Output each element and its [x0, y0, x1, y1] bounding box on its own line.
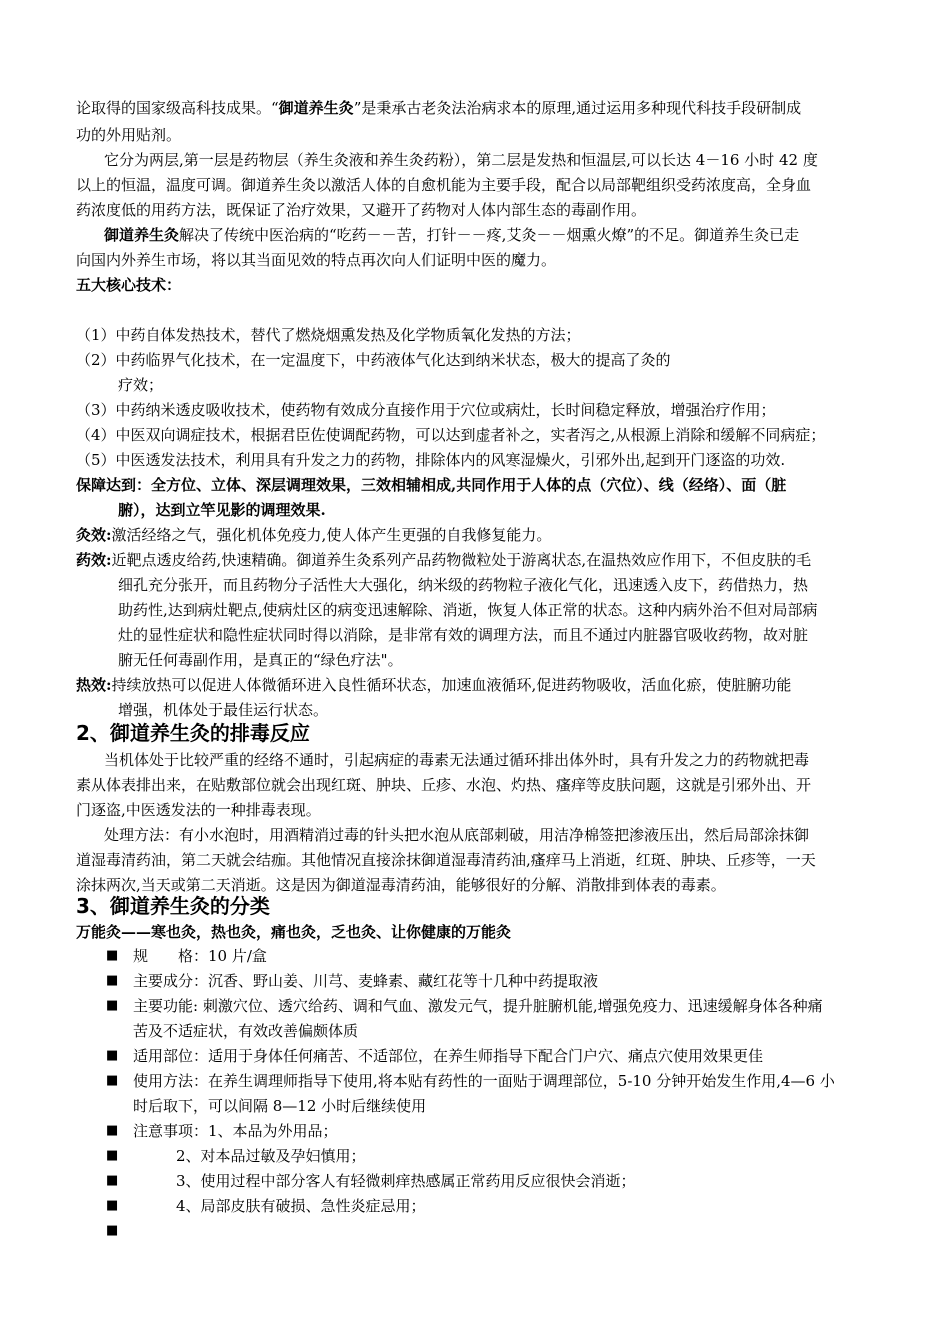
yao-effect-line2: 细孔充分张开，而且药物分子活性大大强化，纳米级的药物粒子液化气化，迅速透入皮下，药借热力，热: [118, 576, 809, 594]
para2-line2: 以上的恒温，温度可调。御道养生灸以激活人体的自愈机能为主要手段，配合以局部靶组织受药浓度高，全身血: [76, 176, 812, 194]
square-bullet-icon: ■: [106, 1223, 119, 1238]
square-bullet-icon: ■: [106, 1073, 119, 1088]
sec2-p2-line2: 道湿毒清药油，第二天就会结痂。其他情况直接涂抹御道湿毒清药油,瘙痒马上消逝，红斑、肿块、丘疹等，一天: [76, 851, 816, 869]
sec2-p1-line2: 素从体表排出来，在贴敷部位就会出现红斑、肿块、丘疹、水泡、灼热、瘙痒等皮肤问题，这就是引邪外出、开: [76, 776, 812, 794]
brand-name-bold: 御道养生灸: [104, 226, 180, 244]
core-item-2: （2）中药临界气化技术，在一定温度下，中药液体气化达到纳米状态，极大的提高了灸的: [76, 351, 671, 369]
notes-item-4: 4、局部皮肤有破损、急性炎症忌用；: [176, 1197, 426, 1215]
square-bullet-icon: ■: [106, 1048, 119, 1063]
core-item-3: （3）中药纳米透皮吸收技术，使药物有效成分直接作用于穴位或病灶，长时间稳定释放，增强治疗作用；: [76, 401, 776, 419]
jiu-effect-label: 灸效:: [76, 526, 112, 544]
square-bullet-icon: ■: [106, 1198, 119, 1213]
square-bullet-icon: ■: [106, 948, 119, 963]
square-bullet-icon: ■: [106, 973, 119, 988]
text: 解决了传统中医治病的“吃药－－苦，打针－－疼,艾灸－－烟熏火燎”的不足。御道养生灸已走: [179, 226, 800, 244]
spec-item: 规 格：10 片/盒: [133, 947, 267, 965]
core-item-1: （1）中药自体发热技术，替代了燃烧烟熏发热及化学物质氧化发热的方法；: [76, 326, 581, 344]
brand-name-bold: 御道养生灸: [278, 99, 354, 117]
sec2-p1-line3: 门逐盗,中医透发法的一种排毒表现。: [76, 801, 321, 819]
core-item-2-cont: 疗效；: [118, 376, 164, 394]
jiu-effect: [76, 525, 551, 545]
applicable-area-item: 适用部位：适用于身体任何痛苦、不适部位，在养生师指导下配合门户穴、痛点穴使用效果更佳: [133, 1047, 764, 1065]
section-3-heading: 3、御道养生灸的分类: [76, 894, 270, 918]
section-2-heading: 2、御道养生灸的排毒反应: [76, 721, 310, 745]
square-bullet-icon: ■: [106, 1173, 119, 1188]
functions-item-cont: 苦及不适症状，有效改善偏颇体质: [133, 1022, 359, 1040]
jiu-effect-text: 激活经络之气，强化机体免疫力,使人体产生更强的自我修复能力。: [111, 526, 552, 544]
para1-line2: 功的外用贴剂。: [76, 126, 182, 144]
yao-effect-line4: 灶的显性症状和隐性症状同时得以消除，是非常有效的调理方法，而且不通过内脏器官吸收药物，故对脏: [118, 626, 809, 644]
core-item-4: （4）中医双向调症技术，根据君臣佐使调配药物，可以达到虚者补之，实者泻之,从根源上消除和缓解不同病症；: [76, 426, 826, 444]
guarantee-line2: 腑），达到立竿见影的调理效果.: [118, 501, 326, 519]
yao-effect-label: 药效:: [76, 551, 112, 569]
square-bullet-icon: ■: [106, 1148, 119, 1163]
notes-item-3: 3、使用过程中部分客人有轻微刺痒热感属正常药用反应很快会消逝；: [176, 1172, 636, 1190]
para3-line1: [104, 225, 799, 245]
notes-item-1: 注意事项：1、本品为外用品；: [133, 1122, 338, 1140]
re-effect-line1: [76, 675, 791, 695]
text: ”是秉承古老灸法治病求本的原理,通过运用多种现代科技手段研制成: [353, 99, 802, 117]
core-tech-title: 五大核心技术：: [76, 276, 182, 294]
square-bullet-icon: ■: [106, 998, 119, 1013]
usage-item: 使用方法：在养生调理师指导下使用,将本贴有药性的一面贴于调理部位，5-10 分钟开始发生作用,4—6 小: [133, 1072, 835, 1090]
ingredients-item: 主要成分：沉香、野山姜、川芎、麦蜂素、藏红花等十几种中药提取液: [133, 972, 599, 990]
notes-item-2: 2、对本品过敏及孕妇慎用；: [176, 1147, 366, 1165]
yao-effect-line5: 腑无任何毒副作用，是真正的“绿色疗法"。: [118, 651, 403, 669]
yao-effect-line1: [76, 550, 811, 570]
core-item-5: （5）中医透发法技术，利用具有升发之力的药物，排除体内的风寒湿燥火，引邪外出,起到开门逐盗的功效.: [76, 451, 786, 469]
para1-line1: [76, 98, 801, 118]
sec3-subtitle: 万能灸——寒也灸，热也灸，痛也灸，乏也灸、让你健康的万能灸: [76, 923, 512, 941]
text: 近靶点透皮给药,快速精确。御道养生灸系列产品药物微粒处于游离状态,在温热效应作用下，不但皮肤的毛: [111, 551, 812, 569]
sec2-p2-line3: 涂抹两次,当天或第二天消逝。这是因为御道湿毒清药油，能够很好的分解、消散排到体表的毒素。: [76, 876, 726, 894]
para2-line3: 药浓度低的用药方法，既保证了治疗效果，又避开了药物对人体内部生态的毒副作用。: [76, 201, 647, 219]
square-bullet-icon: ■: [106, 1123, 119, 1138]
re-effect-label: 热效:: [76, 676, 112, 694]
functions-item: 主要功能: 刺激穴位、透穴给药、调和气血、激发元气，提升脏腑机能,增强免疫力、迅速缓解身体各种痛: [133, 997, 823, 1015]
text: 论取得的国家级高科技成果。“: [76, 99, 279, 117]
guarantee-line1: 保障达到：全方位、立体、深层调理效果，三效相辅相成,共同作用于人体的点（穴位）、线（经络）、面（脏: [76, 476, 787, 494]
para3-line2: 向国内外养生市场，将以其当面见效的特点再次向人们证明中医的魔力。: [76, 251, 557, 269]
sec2-p1-line1: 当机体处于比较严重的经络不通时，引起病症的毒素无法通过循环排出体外时，具有升发之力的药物就把毒: [104, 751, 810, 769]
re-effect-line2: 增强，机体处于最佳运行状态。: [118, 701, 329, 719]
para2-line1: 它分为两层,第一层是药物层（养生灸液和养生灸药粉），第二层是发热和恒温层,可以长达 4－16 小时 42 度: [104, 151, 818, 169]
usage-item-cont: 时后取下，可以间隔 8—12 小时后继续使用: [133, 1097, 427, 1115]
sec2-p2-line1: 处理方法：有小水泡时，用酒精消过毒的针头把水泡从底部刺破，用洁净棉签把渗液压出，然后局部涂抹御: [104, 826, 810, 844]
text: 持续放热可以促进人体微循环进入良性循环状态，加速血液循环,促进药物吸收，活血化瘀，使脏腑功能: [111, 676, 792, 694]
yao-effect-line3: 助药性,达到病灶靶点,使病灶区的病变迅速解除、消逝，恢复人体正常的状态。这种内病外治不但对局部病: [118, 601, 818, 619]
